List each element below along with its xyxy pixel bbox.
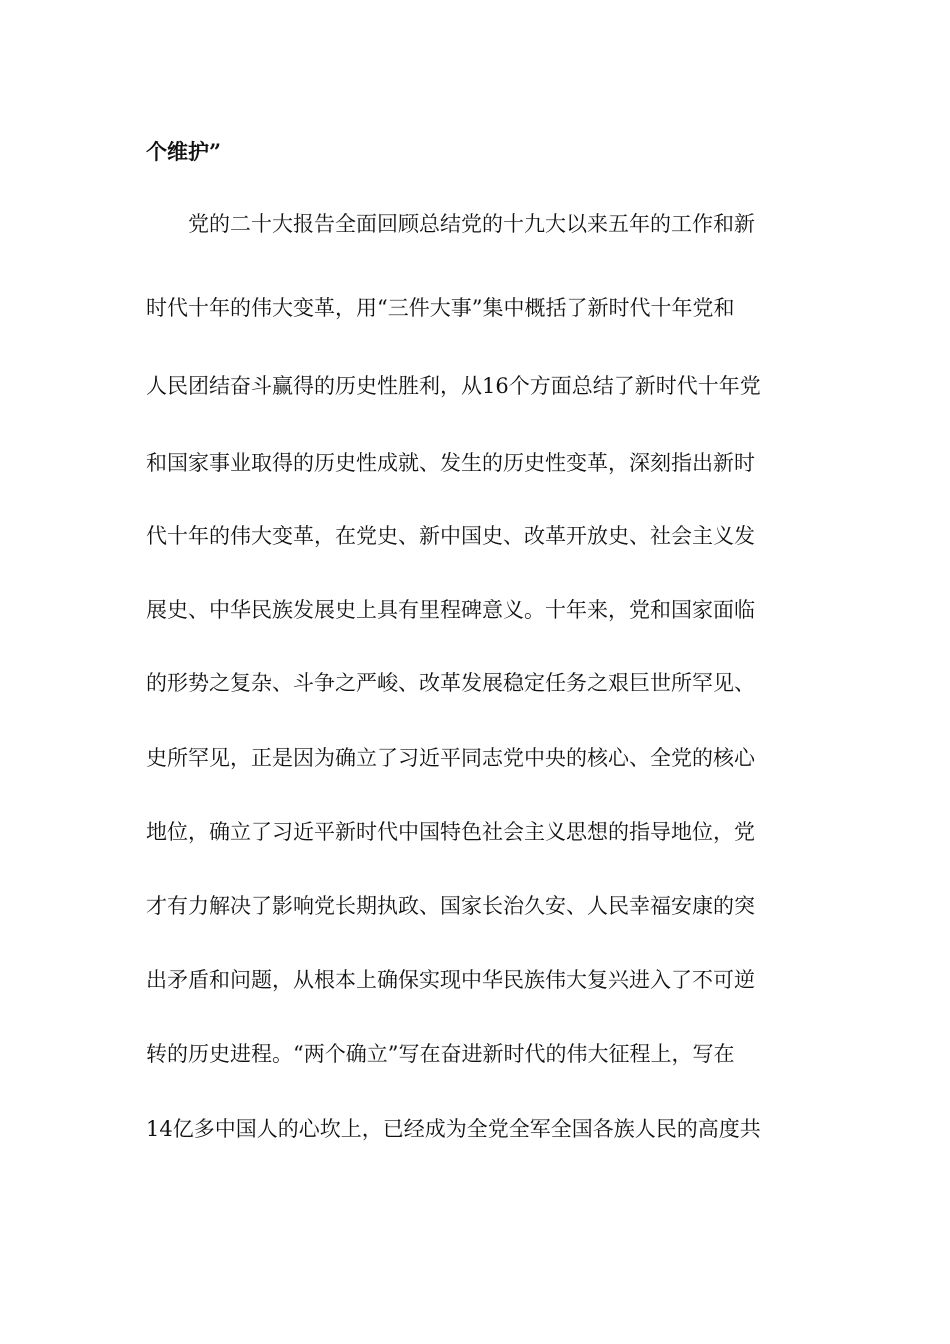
section-heading-fragment: 个维护” — [146, 139, 222, 164]
paragraph-line: 人民团结奋斗赢得的历史性胜利，从16个方面总结了新时代十年党 — [146, 374, 761, 398]
paragraph-line: 和国家事业取得的历史性成就、发生的历史性变革，深刻指出新时 — [146, 451, 755, 475]
paragraph-line: 出矛盾和问题，从根本上确保实现中华民族伟大复兴进入了不可逆 — [146, 968, 755, 992]
paragraph-line: 的形势之复杂、斗争之严峻、改革发展稳定任务之艰巨世所罕见、 — [146, 671, 755, 695]
paragraph-line: 史所罕见，正是因为确立了习近平同志党中央的核心、全党的核心 — [146, 746, 755, 770]
paragraph-line: 党的二十大报告全面回顾总结党的十九大以来五年的工作和新 — [146, 212, 755, 236]
paragraph-line: 14亿多中国人的心坎上，已经成为全党全军全国各族人民的高度共 — [146, 1117, 761, 1141]
paragraph-line: 代十年的伟大变革，在党史、新中国史、改革开放史、社会主义发 — [146, 524, 755, 548]
paragraph-line: 转的历史进程。“两个确立”写在奋进新时代的伟大征程上，写在 — [146, 1042, 735, 1066]
paragraph-line: 才有力解决了影响党长期执政、国家长治久安、人民幸福安康的突 — [146, 894, 755, 918]
paragraph-line: 地位，确立了习近平新时代中国特色社会主义思想的指导地位，党 — [146, 820, 755, 844]
paragraph-line: 时代十年的伟大变革，用“三件大事”集中概括了新时代十年党和 — [146, 296, 735, 320]
paragraph-line: 展史、中华民族发展史上具有里程碑意义。十年来，党和国家面临 — [146, 598, 755, 622]
